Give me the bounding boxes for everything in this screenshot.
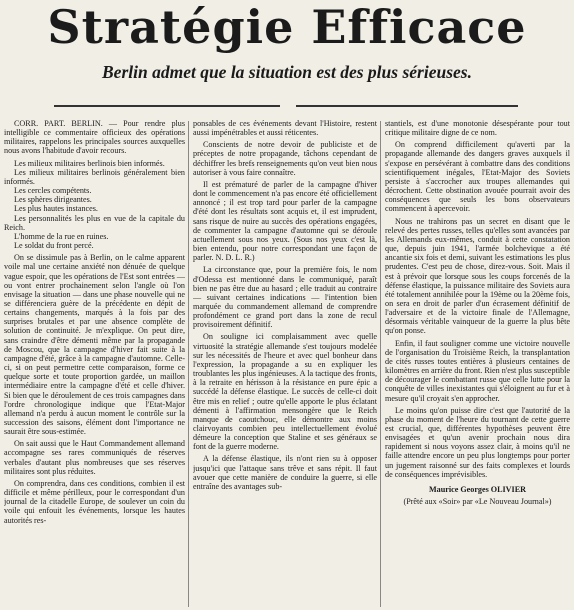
source-item: Les milieux militaires berlinois bien informés.: [14, 158, 165, 168]
article-column-2: [193, 119, 377, 610]
article-paragraph: On sait aussi que le Haut Commandement allemand accompagne ses rares communiqués de réserves verbales d'autant plus nombreuses que ses réserves militaires sont plus réduites.: [4, 439, 185, 476]
article-paragraph: On comprend difficilement qu'averti par la propagande allemande des dangers graves auxquels il s'expose en persévérant à combattre dans des conditions scientifiquement inégales, l'Etat-Major des Soviets persiste à s'accrocher aux troupes allemandes qui décrochent. Cette obstination avouée pourrait avoir des conséquences que seuls les bons observateurs commencent à apercevoir.: [385, 140, 570, 214]
source-item: Les plus hautes instances.: [14, 204, 98, 214]
reprint-credit: (Prêté aux «Soir» par «Le Nouveau Journal»): [403, 497, 552, 507]
source-item: Le soldat du front percé.: [14, 241, 94, 251]
article-paragraph: Conscients de notre devoir de publiciste et de préceptes de notre propagande, tâchons cependant de déchiffrer les brefs renseignements qu'on veut bien nous autoriser à vous faire connaître.: [193, 140, 377, 177]
source-item: Les milieux militaires berlinois généralement bien informés.: [4, 167, 185, 186]
article-paragraph: stantiels, est d'une monotonie désespérante pour tout critique militaire digne de ce nom.: [385, 119, 570, 138]
source-item: Les sphères dirigeantes.: [14, 195, 92, 205]
article-paragraph: La circonstance que, pour la première fois, le nom d'Odessa est mentionné dans le communiqué, paraît bien ne pas être due au hasard ; elle traduit au contraire — suivant certaines indications — l'intention bien marquée du commandement allemand de comprendre profondément ce grand port dans la zone de recul provisoirement définitif.: [193, 265, 377, 330]
title-rule-right: [296, 105, 518, 107]
article-paragraph: On comprendra, dans ces conditions, combien il est difficile et même périlleux, pour le correspondant d'un journal de la citadelle Europe, de soulever un coin du voile qui enfouit les événements, lorsque les hautes autorités res-: [4, 478, 185, 525]
headline-title: Stratégie Efficace: [47, 0, 527, 54]
article-body: [4, 119, 570, 610]
source-item: L'homme de la rue en ruines.: [14, 231, 109, 241]
article-paragraph: Enfin, il faut souligner comme une victoire nouvelle de l'organisation du Troisième Reich, la transplantation de cités russes toutes entières à plusieurs centaines de kilomètres en arrière du front. Rien n'est plus susceptible de décourager le combattant russe que celle lutte pour la conquête de villes inexistantes qui s'éloignent au fur et à mesure qu'il croyait s'en approcher.: [385, 338, 570, 403]
article-paragraph: Le moins qu'on puisse dire c'est que l'autorité de la phase du moment de l'heure du tournant de cette guerre est crucial, que, différentes hypothèses peuvent être envisagées et qu'un avenir prochain nous dira rapidement si nous voyons assez clair, à moins qu'il ne faille attendre encore un peu plus longtemps pour porter un jugement raisonné sur des faits complexes et lourds de conséquences imprévisibles.: [385, 405, 570, 479]
author-signature: Maurice Georges OLIVIER: [428, 484, 527, 494]
article-paragraph: Il est prématuré de parler de la campagne d'hiver dont le commencement n'a pas encore été officiellement annoncé ; il est trop tard pour parler de la campagne d'été dont les résultats sont acquis et, il est imprudent, sans risque de nuire au succès des opérations engagées, de commenter la campagne d'automne qui se déroule actuellement sous nos yeux. (Sous nos yeux c'est là, bien entendu, pour notre correspondant une façon de parler. N. D. L. R.): [193, 179, 377, 263]
headline-subtitle: Berlin admet que la situation est des plus sérieuses.: [102, 62, 472, 82]
source-item: Les cercles compétents.: [14, 186, 92, 196]
article-paragraph: Nous ne trahirons pas un secret en disant que le relevé des pertes russes, telles qu'elles sont avancées par les Allemands eux-mêmes, conduit à cette constatation que, depuis juin 1941, l'armée bolchevique a été ancantie six fois et demi, suivant les estimations les plus prudentes. C'est peu de chose, direz-vous. Soit. Mais il est à prévoir que lorsque sous les coups forcenés de la défense élastique, la puissance militaire des Soviets aura été totalement annihilée pour la 19ème ou la 20ème fois, on sera en droit de parler d'un écrasement définitif de l'adversaire et de la victoire finale de l'Allemagne, désormais véritable vainqueur de la guerre la plus bête qu'on ponse.: [385, 216, 570, 336]
dateline-paragraph: CORR. PART. BERLIN. — Pour rendre plus intelligible ce commentaire officieux des opérations militaires, rappelons les principales sources auxquelles nous avons l'habitude d'avoir recours.: [4, 119, 185, 156]
article-column-3: [385, 119, 570, 610]
article-paragraph: ponsables de ces événements devant l'Histoire, restent aussi impénétrables et aussi réticentes.: [193, 119, 377, 138]
article-paragraph: A la défense élastique, ils n'ont rien su à opposer jusqu'ici que l'attaque sans trêve et sans répit. Il faut avouer que cette manière de conduire la guerre, si elle entraîne des avantages sub-: [193, 454, 377, 491]
source-item: Les personnalités les plus en vue de la capitale du Reich.: [4, 213, 185, 232]
article-paragraph: On se dissimule pas à Berlin, on le calme apparent voile mal une certaine anxiété non dénuée de quelque vague espoir, que les opérations de l'Est sont entrées — ou vont entrer prochainement selon l'angle où l'on envisage la situation — dans une phase nouvelle qui ne se différenciera guère de la précédente en dépit de certains changements, marqués à la fois par des surprises brutales et par une absence complète de solution de continuité. Je m'explique. On peut dire, sans craindre d'être démenti même par la propagande de Moscou, que la campagne d'hiver fait suite à la campagne d'été, grâce à la campagne d'automne. Celle-ci, si on peut permettre cette comparaison, forme ce quelque sorte et toute proportion gardée, un maillon intermédiaire entre la campagne d'été et celle d'hiver. Si bien que le déroulement de ces trois campagnes dans l'ordre chronologique indique que l'Etat-Major allemand n'a perdu à aucun moment le contrôle sur la succession des saisons, élément dont l'importance ne saurait être sous-estimée.: [4, 253, 185, 437]
article-column-1: [4, 119, 185, 610]
title-rule-left: [54, 105, 280, 107]
article-paragraph: On souligne ici complaisamment avec quelle virtuosité la stratégie allemande s'est toujours modelée sur les nécessités de l'heure et avec quel bonheur dans l'expression, la propagande a su en expliquer les troublantes les plus ingénieuses. A la tactique des fronts, à la retraite en hérisson à la résistance en pure épic a succédé la défense élastique. Le succès de celle-ci doit être mis en relief ; outre qu'elle apporte le plus éclatant démenti à l'affirmation mensongère que le Reich manque de caoutchouc, elle démontre aux moins clairvoyants combien peu intellectuellement évolué démeure la conception que Staline et ses généraux se font de la guerre moderne.: [193, 332, 377, 452]
